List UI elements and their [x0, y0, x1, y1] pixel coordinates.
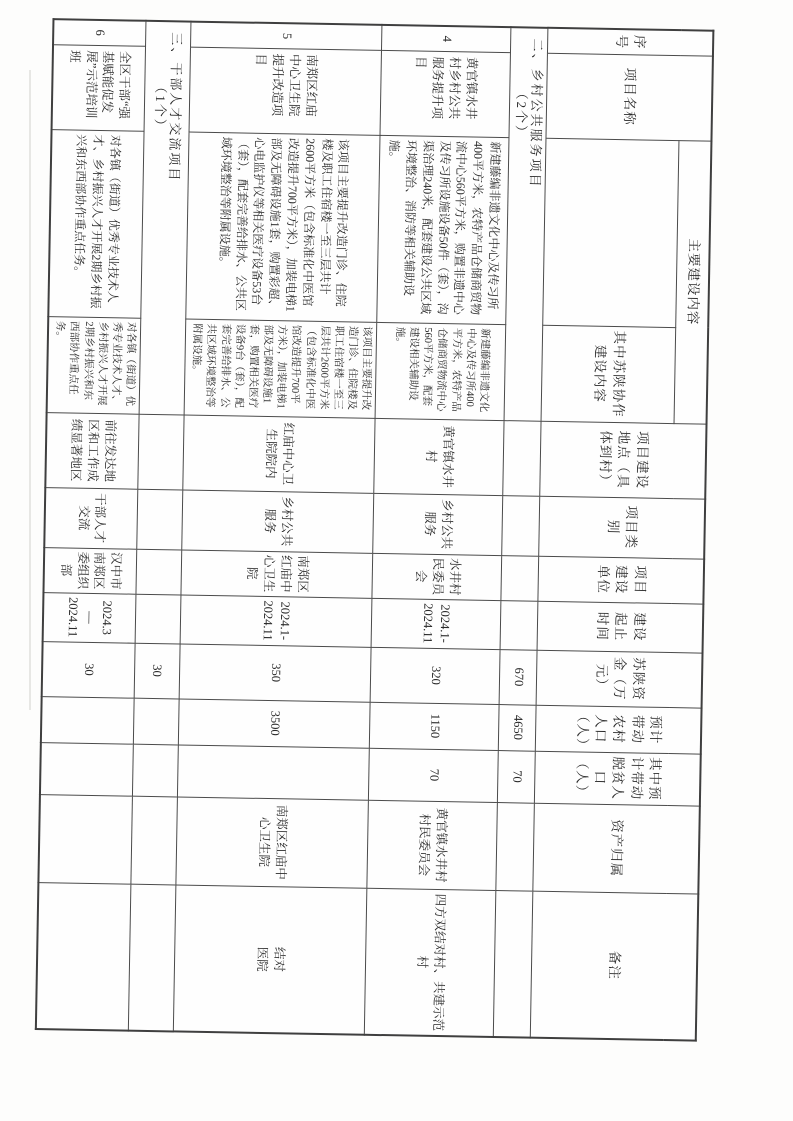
- cell-section-title: [504, 27, 548, 421]
- cell-category: 乡村公共服务: [182, 490, 374, 553]
- cell-rural: 3500: [178, 698, 370, 747]
- cell-asset: 黄官镇水井村村民委员会: [367, 800, 498, 890]
- project-table: [35, 18, 715, 1041]
- header-seq: 序号: [548, 28, 713, 56]
- cell-funds: 350: [179, 643, 371, 701]
- cell-category: 乡村公共服务: [373, 493, 503, 555]
- cell-poverty: [133, 744, 179, 797]
- header-asset: 资产归属: [533, 803, 700, 894]
- header-main-sub-blank: [543, 138, 679, 327]
- cell-note: 结对 医院: [173, 884, 367, 1034]
- cell-sushaan: 对各镇（街道）优秀专业技术人才、乡村振兴人才开展2期乡村振兴和东西部协作重点任务。: [47, 316, 141, 414]
- cell-unit: [501, 555, 539, 601]
- cell-unit: 汉中市南郑区委组织部: [44, 547, 137, 594]
- cell-unit: 南郑区红庙中心卫生院: [181, 550, 373, 598]
- header-unit: 项目建设单位: [538, 556, 704, 604]
- project-row: [36, 19, 146, 1030]
- cell-asset: [131, 796, 178, 885]
- cell-note: 四方双结对村、共建示范村: [365, 888, 497, 1037]
- cell-period: 2024.3— 2024.11: [43, 592, 136, 643]
- cell-asset: [496, 802, 535, 891]
- header-rural: 预计带动农村人口（人）: [536, 705, 702, 754]
- header-category: 项目类别: [539, 496, 705, 559]
- table-header: [531, 28, 714, 1041]
- cell-unit: 水井村民委员会: [372, 553, 502, 600]
- header-location: 项目建设地点（具体到村）: [540, 421, 706, 499]
- cell-funds: 30: [134, 643, 180, 699]
- cell-location: 前往发达地区和工作成绩显著地区: [45, 412, 139, 489]
- cell-period: 2024.1- 2024.11: [371, 598, 501, 649]
- cell-rural: [41, 696, 134, 744]
- cell-asset: [38, 794, 132, 884]
- cell-note: [128, 884, 176, 1032]
- cell-seq: 6: [53, 19, 146, 46]
- section-title: 二、乡村公共服务项目 （2个）: [513, 38, 546, 189]
- section-title: 三、干部人才交流项目 （1个）: [152, 32, 185, 183]
- cell-seq: 4: [382, 25, 511, 52]
- header-sushaan-sub: 其中苏陕协作建设内容: [542, 325, 677, 423]
- cell-name: 南郑区红庙中心卫生院提升改造项目: [189, 47, 382, 135]
- cell-rural: 4650: [499, 704, 537, 751]
- cell-name: 黄官镇水井村乡村公共服务提升项目: [380, 50, 510, 137]
- cell-sushaan: 新建藤编非遗文化中心及传习所400平方米，农特产品仓储商贸物流中心560平方米，配套建设相关辅助设施。: [375, 322, 506, 420]
- cell-location: [503, 420, 542, 496]
- cell-sushaan: 该项目主要提升改造门诊、住院楼及职工住宿楼一至三层共计2600平方米（包含标准化中医馆改造提升700平方米），加装电梯1部及无障碍设施1套，购置相关医疗设备9台（套），配套完善给排水、公共区域环境整治等附属设施。: [184, 319, 377, 418]
- cell-period: [135, 594, 181, 644]
- cell-unit: [136, 549, 182, 595]
- cell-funds: 670: [499, 649, 537, 705]
- cell-category: 干部人才交流: [44, 487, 138, 549]
- cell-funds: 30: [42, 641, 135, 698]
- project-row: [173, 22, 382, 1035]
- cell-category: [137, 489, 183, 550]
- cell-period: 2024.1- 2024.11: [180, 594, 372, 646]
- cell-location: 黄官镇水井村: [374, 418, 504, 495]
- cell-poverty: 70: [369, 748, 499, 802]
- cell-asset: 南郑区红庙中心卫生院: [176, 796, 369, 887]
- cell-rural: [133, 698, 179, 745]
- cell-section-title: [139, 21, 191, 415]
- header-funds: 苏陕资金（万元）: [537, 650, 703, 708]
- cell-location: [138, 414, 184, 490]
- table-body: [36, 19, 549, 1037]
- header-poverty: 其中预计带动脱贫人口（人）: [535, 751, 701, 806]
- cell-note: [494, 890, 534, 1038]
- cell-main: 新建藤编非遗文化中心及传习所400平方米，农特产品仓储商贸物流中心560平方米，购置非遗中心及传习所设施设备50件（套），沟渠治理240米，配套建设公共区域环境整治、消防等相关辅助设施。: [377, 135, 509, 324]
- header-name: 项目名称: [546, 53, 712, 141]
- cell-note: [36, 882, 131, 1031]
- cell-seq: 5: [191, 22, 383, 50]
- cell-rural: 1150: [370, 702, 500, 750]
- cell-main: 该项目主要提升改造门诊、住院楼及职工住宿楼一至三层共计2600平方米（包含标准化中医馆改造提升700平方米），加装电梯1部及无障碍设施1套，购置彩超、心电监护仪等相关医疗设备53台（套），配套完善给排水、公共区域环境整治等附属设施。: [186, 132, 380, 322]
- header-note: 备注: [531, 891, 699, 1041]
- cell-name: 全区干部“强基赋能促发展”示范培训班: [52, 44, 146, 131]
- cell-funds: 320: [370, 647, 500, 704]
- cell-category: [502, 495, 540, 556]
- header-period: 建设起止时间: [538, 601, 704, 653]
- cell-period: [500, 600, 538, 650]
- cell-poverty: [40, 742, 133, 796]
- project-row: [365, 25, 512, 1037]
- cell-location: 红庙中心卫生院院内: [183, 415, 376, 493]
- cell-poverty: [177, 744, 369, 799]
- cell-main: 对各镇（街道）优秀专业技术人才、乡村振兴人才开展2期乡村振兴和东西部协作重点任务。: [48, 129, 144, 318]
- header-main-group: 主要建设内容: [675, 140, 712, 424]
- cell-poverty: 70: [498, 750, 536, 803]
